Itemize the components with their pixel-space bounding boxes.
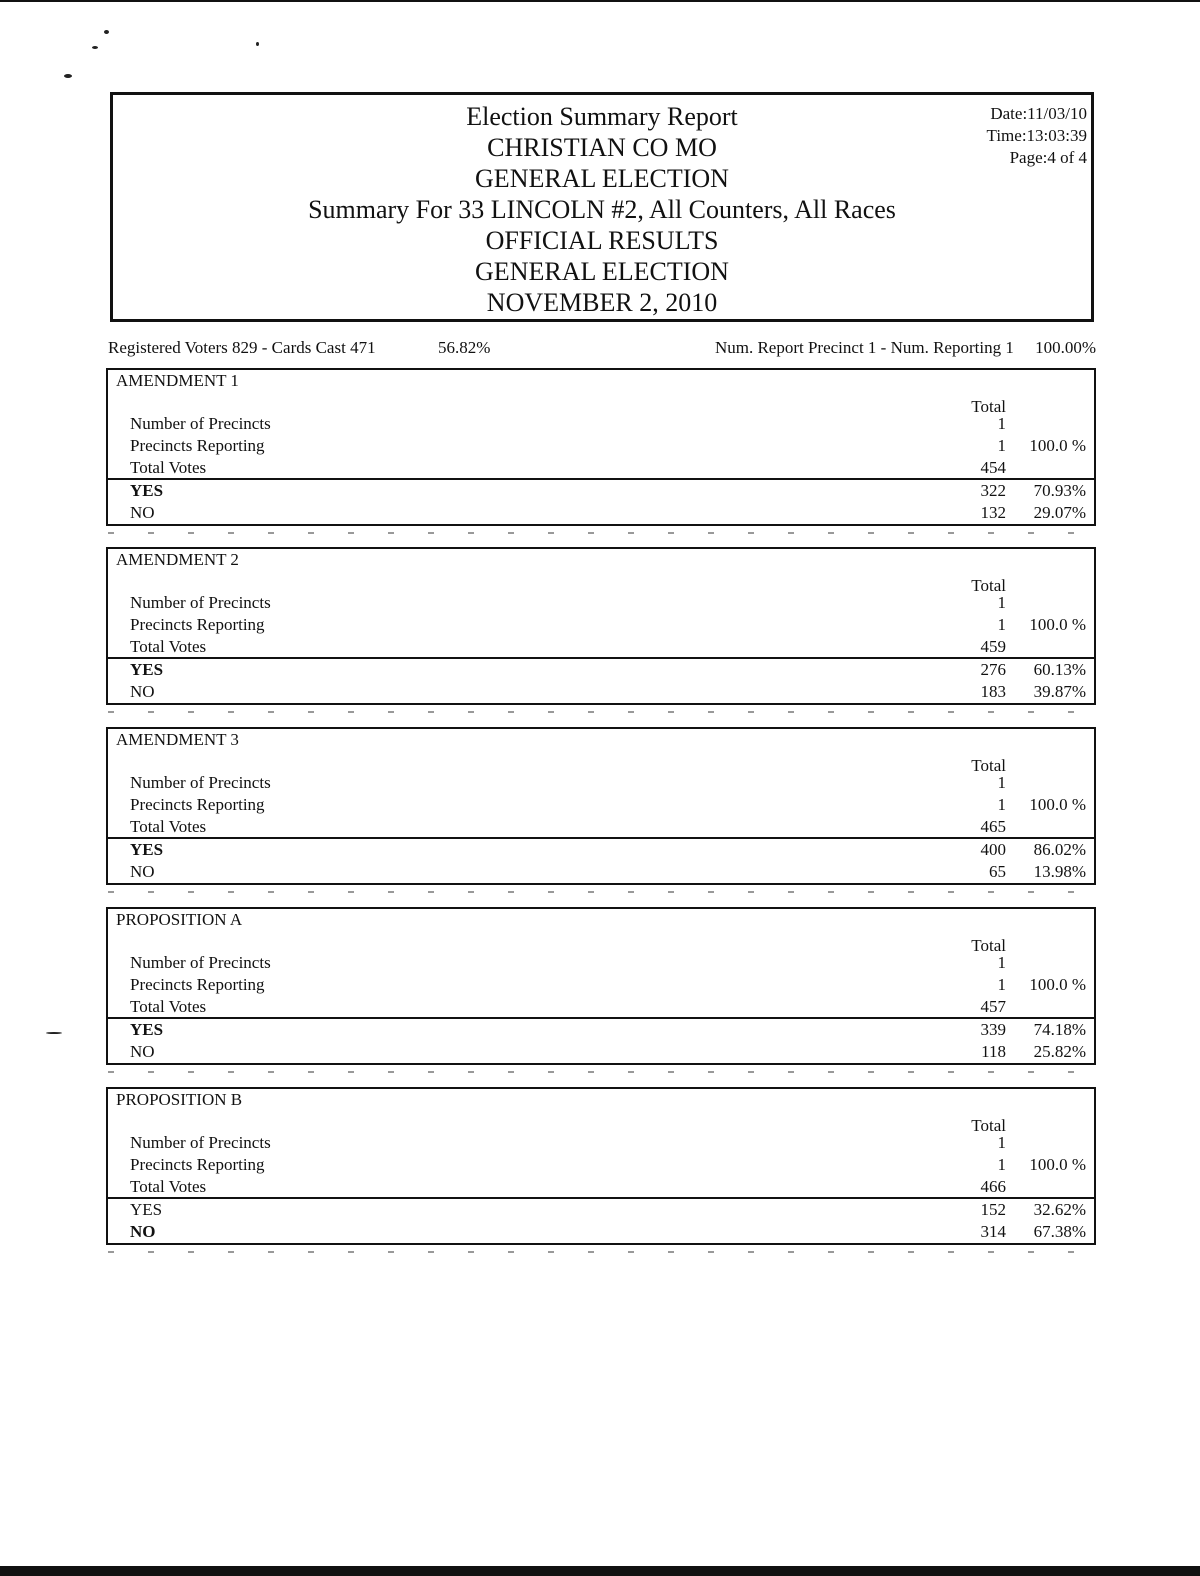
report-title: Election Summary Report bbox=[466, 102, 738, 131]
race-row bbox=[130, 681, 1086, 703]
race-title: AMENDMENT 3 bbox=[116, 730, 239, 749]
row-label: YES bbox=[130, 1020, 164, 1039]
row-label: YES bbox=[130, 840, 164, 859]
row-label: Number of Precincts bbox=[130, 953, 271, 972]
row-count: 457 bbox=[980, 997, 1006, 1016]
row-label: Number of Precincts bbox=[130, 593, 271, 612]
row-count: 132 bbox=[980, 503, 1006, 522]
race-row bbox=[130, 816, 1086, 838]
row-label: Number of Precincts bbox=[130, 414, 271, 433]
row-count: 322 bbox=[980, 481, 1006, 500]
row-percent: 67.38% bbox=[1033, 1222, 1086, 1241]
row-label: NO bbox=[130, 1042, 155, 1061]
row-label: Precincts Reporting bbox=[130, 975, 265, 994]
row-label: YES bbox=[130, 1200, 163, 1219]
row-percent: 29.07% bbox=[1033, 503, 1086, 522]
report-meta bbox=[987, 103, 1087, 169]
scan-noise bbox=[108, 711, 1094, 713]
report-status: OFFICIAL RESULTS bbox=[485, 226, 719, 255]
row-count: 276 bbox=[980, 660, 1006, 679]
row-count: 1 bbox=[997, 1155, 1006, 1174]
scan-noise bbox=[108, 532, 1094, 534]
row-count: 465 bbox=[980, 817, 1006, 836]
report-summary-scope: Summary For 33 LINCOLN #2, All Counters, All Races bbox=[308, 195, 896, 224]
race-row bbox=[130, 1154, 1086, 1176]
row-percent: 86.02% bbox=[1033, 840, 1086, 859]
race-block bbox=[106, 907, 1096, 1065]
race-title: PROPOSITION B bbox=[116, 1090, 243, 1109]
row-count: 65 bbox=[989, 862, 1006, 881]
report-county: CHRISTIAN CO MO bbox=[487, 133, 717, 162]
report-time: Time:13:03:39 bbox=[986, 126, 1087, 145]
row-count: 152 bbox=[980, 1200, 1006, 1219]
votes-divider bbox=[108, 837, 1094, 839]
row-count: 1 bbox=[997, 593, 1006, 612]
row-count: 118 bbox=[981, 1042, 1006, 1061]
votes-divider bbox=[108, 478, 1094, 480]
race-row bbox=[130, 861, 1086, 883]
row-count: 1 bbox=[997, 615, 1006, 634]
turnout-summary bbox=[108, 337, 1096, 359]
registered-voters: Registered Voters 829 - Cards Cast 471 bbox=[108, 338, 376, 357]
race-row bbox=[130, 839, 1086, 861]
row-label: NO bbox=[130, 1222, 156, 1241]
row-count: 466 bbox=[980, 1177, 1006, 1196]
row-percent: 70.93% bbox=[1033, 481, 1086, 500]
race-row bbox=[130, 1019, 1086, 1041]
row-count: 400 bbox=[980, 840, 1006, 859]
row-percent: 100.0 % bbox=[1029, 975, 1086, 994]
race-row bbox=[130, 1132, 1086, 1154]
race-title: AMENDMENT 1 bbox=[116, 371, 239, 390]
scan-speck bbox=[92, 46, 98, 49]
race-title: PROPOSITION A bbox=[116, 910, 243, 929]
row-label: NO bbox=[130, 862, 155, 881]
row-label: NO bbox=[130, 682, 155, 701]
race-row bbox=[130, 952, 1086, 974]
scan-speck bbox=[256, 42, 259, 46]
row-label: Total Votes bbox=[130, 1177, 207, 1196]
scan-noise bbox=[108, 1071, 1094, 1073]
votes-divider bbox=[108, 1197, 1094, 1199]
race-block bbox=[106, 727, 1096, 885]
race-row bbox=[130, 794, 1086, 816]
total-column-header: Total bbox=[971, 756, 1006, 775]
row-label: Precincts Reporting bbox=[130, 1155, 265, 1174]
row-count: 454 bbox=[980, 458, 1006, 477]
row-percent: 39.87% bbox=[1033, 682, 1086, 701]
race-title: AMENDMENT 2 bbox=[116, 550, 239, 569]
race-row bbox=[130, 502, 1086, 524]
race-row bbox=[130, 413, 1086, 435]
precinct-reporting: Num. Report Precinct 1 - Num. Reporting 1 100.00% bbox=[714, 338, 1096, 357]
scan-speck bbox=[104, 30, 109, 34]
row-percent: 74.18% bbox=[1033, 1020, 1086, 1039]
report-page: Page:4 of 4 bbox=[1009, 148, 1087, 167]
race-row bbox=[130, 1221, 1086, 1243]
row-label: Number of Precincts bbox=[130, 1133, 271, 1152]
total-column-header: Total bbox=[971, 576, 1006, 595]
race-row bbox=[130, 457, 1086, 479]
report-date: Date:11/03/10 bbox=[990, 104, 1087, 123]
race-row bbox=[130, 659, 1086, 681]
row-label: Precincts Reporting bbox=[130, 436, 265, 455]
row-count: 1 bbox=[997, 436, 1006, 455]
row-label: Precincts Reporting bbox=[130, 795, 265, 814]
row-label: Total Votes bbox=[130, 637, 207, 656]
race-row bbox=[130, 1176, 1086, 1198]
row-percent: 25.82% bbox=[1033, 1042, 1086, 1061]
race-row bbox=[130, 772, 1086, 794]
report-header bbox=[110, 92, 1094, 322]
row-label: Precincts Reporting bbox=[130, 615, 265, 634]
row-percent: 32.62% bbox=[1033, 1200, 1086, 1219]
votes-divider bbox=[108, 1017, 1094, 1019]
row-label: Total Votes bbox=[130, 997, 207, 1016]
row-label: NO bbox=[130, 503, 155, 522]
row-label: YES bbox=[130, 481, 164, 500]
row-label: Number of Precincts bbox=[130, 773, 271, 792]
row-percent: 100.0 % bbox=[1029, 795, 1086, 814]
row-count: 339 bbox=[980, 1020, 1006, 1039]
race-block bbox=[106, 547, 1096, 705]
page-edge-top bbox=[0, 0, 1200, 2]
race-row bbox=[130, 435, 1086, 457]
race-row bbox=[130, 1041, 1086, 1063]
row-count: 1 bbox=[997, 414, 1006, 433]
total-column-header: Total bbox=[971, 397, 1006, 416]
turnout-percent: 56.82% bbox=[438, 338, 491, 357]
row-percent: 100.0 % bbox=[1029, 615, 1086, 634]
total-column-header: Total bbox=[971, 1116, 1006, 1135]
report-election: GENERAL ELECTION bbox=[475, 164, 729, 193]
scan-noise bbox=[108, 891, 1094, 893]
row-count: 314 bbox=[980, 1222, 1006, 1241]
row-percent: 100.0 % bbox=[1029, 436, 1086, 455]
scan-speck bbox=[46, 1032, 62, 1034]
row-percent: 100.0 % bbox=[1029, 1155, 1086, 1174]
race-row bbox=[130, 480, 1086, 502]
row-label: YES bbox=[130, 660, 164, 679]
row-count: 1 bbox=[997, 773, 1006, 792]
page-edge-bottom bbox=[0, 1566, 1200, 1576]
row-percent: 13.98% bbox=[1033, 862, 1086, 881]
race-block bbox=[106, 368, 1096, 526]
race-row bbox=[130, 996, 1086, 1018]
race-row bbox=[130, 636, 1086, 658]
scan-noise bbox=[108, 1251, 1094, 1253]
row-label: Total Votes bbox=[130, 817, 207, 836]
row-count: 1 bbox=[997, 795, 1006, 814]
scan-speck bbox=[64, 74, 72, 78]
report-title-block bbox=[113, 101, 1091, 318]
race-row bbox=[130, 974, 1086, 996]
total-column-header: Total bbox=[971, 936, 1006, 955]
race-block bbox=[106, 1087, 1096, 1245]
votes-divider bbox=[108, 657, 1094, 659]
row-count: 1 bbox=[997, 953, 1006, 972]
row-count: 1 bbox=[997, 1133, 1006, 1152]
row-percent: 60.13% bbox=[1033, 660, 1086, 679]
row-count: 183 bbox=[980, 682, 1006, 701]
row-label: Total Votes bbox=[130, 458, 207, 477]
race-row bbox=[130, 614, 1086, 636]
row-count: 459 bbox=[980, 637, 1006, 656]
race-row bbox=[130, 592, 1086, 614]
race-row bbox=[130, 1199, 1086, 1221]
report-election-date: NOVEMBER 2, 2010 bbox=[486, 288, 718, 317]
report-election-repeat: GENERAL ELECTION bbox=[475, 257, 729, 286]
row-count: 1 bbox=[997, 975, 1006, 994]
